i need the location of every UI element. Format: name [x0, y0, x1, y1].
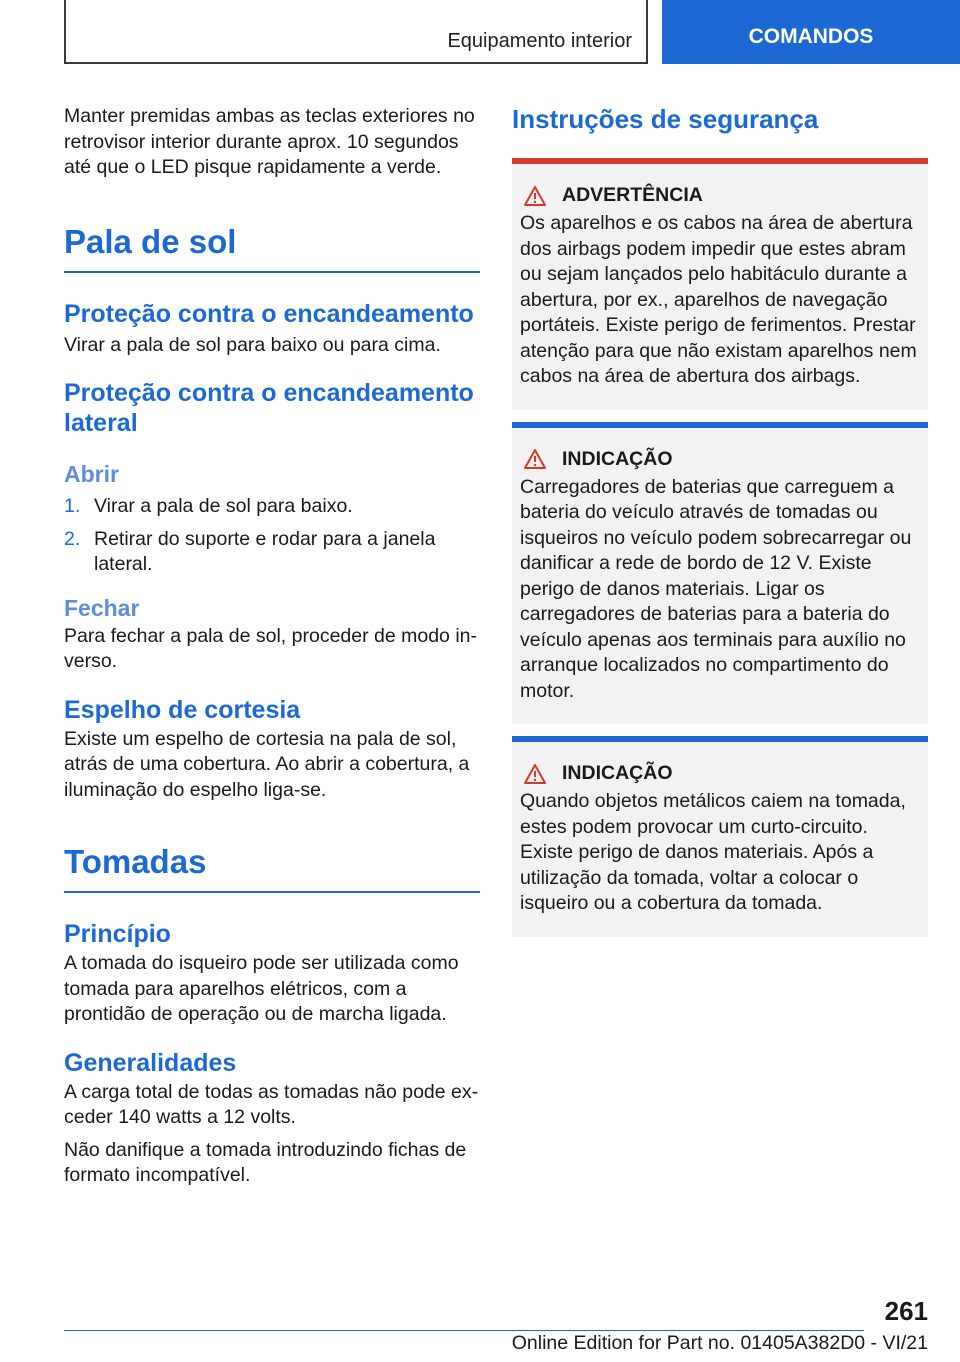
general-text-2: Não danifique a tomada introduzindo fichas de formato incompatível. [64, 1138, 467, 1186]
warning-title [520, 184, 920, 207]
list-item [64, 527, 480, 578]
glare-protection-text: Virar a pala de sol para baixo ou para cima. [64, 333, 441, 356]
heading-sockets: Tomadas [64, 843, 480, 893]
step-text: Virar a pala de sol para baixo. [94, 495, 353, 517]
warning-box [512, 158, 928, 410]
footer-edition: Online Edition for Part no. 01405A382D0 - VI/21 [511, 1332, 928, 1354]
step-text: Retirar do suporte e rodar para a janela lateral. [94, 527, 436, 575]
page-number: 261 [884, 1296, 928, 1326]
left-column [64, 104, 480, 1189]
notice-text: Carregadores de baterias que carreguem a bateria do veículo através de tomadas ou isqueiros no veículo podem sobrecarregar ou danificar a rede de bordo de 12 V. Existe perigo de danos materiais. Ligar os carregadores de baterias para a bateria do veículo apenas aos terminais para auxílio no arranque localizados no compartimento do motor. [520, 475, 912, 702]
notice-title [520, 448, 920, 471]
principle-text: A tomada do isqueiro pode ser utilizada como tomada para aparelhos elétricos, com a prontidão de operação ou de marcha ligada. [64, 952, 459, 1025]
notice-box-2 [512, 736, 928, 937]
heading-sun-visor: Pala de sol [64, 223, 480, 273]
heading-glare-protection: Proteção contra o encandeamento [64, 299, 474, 328]
step-number: 2. [64, 527, 81, 550]
notice-box [512, 422, 928, 725]
notice-triangle-icon [524, 449, 546, 469]
warning-label: ADVERTÊNCIA [562, 184, 703, 206]
notice-label: INDICAÇÃO [562, 447, 673, 470]
notice-title-2 [520, 762, 920, 785]
chapter-tab[interactable]: COMANDOS [662, 0, 960, 64]
header-section-box [64, 0, 648, 64]
general-text-1: A carga total de todas as tomadas não pode exceder 140 watts a 12 volts. [64, 1080, 479, 1128]
footer-divider [64, 1330, 864, 1331]
notice-text-2: Quando objetos metálicos caiem na tomada, estes podem provocar um curto-circuito. Existe perigo de danos materiais. Após a utilização da tomada, voltar a colocar o isqueiro ou a cobertura da tomada. [520, 790, 906, 914]
heading-general: Generalidades [64, 1048, 237, 1077]
list-item [64, 494, 480, 520]
open-steps-list [64, 494, 480, 578]
heading-principle: Princípio [64, 920, 171, 948]
vanity-mirror-text: Existe um espelho de cortesia na pala de sol, atrás de uma cobertura. Ao abrir a cobertura, a iluminação do espelho liga-se. [64, 727, 470, 801]
heading-close: Fechar [64, 594, 140, 621]
warning-text: Os aparelhos e os cabos na área de abertura dos airbags podem impedir que estes abram ou sejam lançados pelo habitáculo durante a abertura, por ex., aparelhos de navegação portáteis. Existe perigo de ferimentos. Prestar atenção para que não existam aparelhos nem cabos na área de abertura dos airbags. [520, 212, 917, 387]
intro-paragraph: Manter premidas ambas as teclas exteriores no retrovisor interior durante aprox. 10 segundos até que o LED pisque rapidamente a verde. [64, 105, 475, 178]
close-text: Para fechar a pala de sol, proceder de modo inverso. [64, 624, 478, 672]
warning-triangle-icon [524, 186, 546, 206]
heading-open: Abrir [64, 461, 119, 487]
heading-vanity-mirror: Espelho de cortesia [64, 695, 301, 724]
heading-side-glare-protection: Proteção contra o encandeamento lateral [64, 379, 474, 437]
notice-triangle-icon [524, 764, 546, 784]
header-section-title: Equipamento interior [447, 30, 632, 52]
right-column [512, 104, 928, 937]
step-number: 1. [64, 495, 81, 517]
notice-label-2: INDICAÇÃO [562, 762, 673, 784]
heading-safety-instructions: Instruções de segurança [512, 104, 819, 134]
